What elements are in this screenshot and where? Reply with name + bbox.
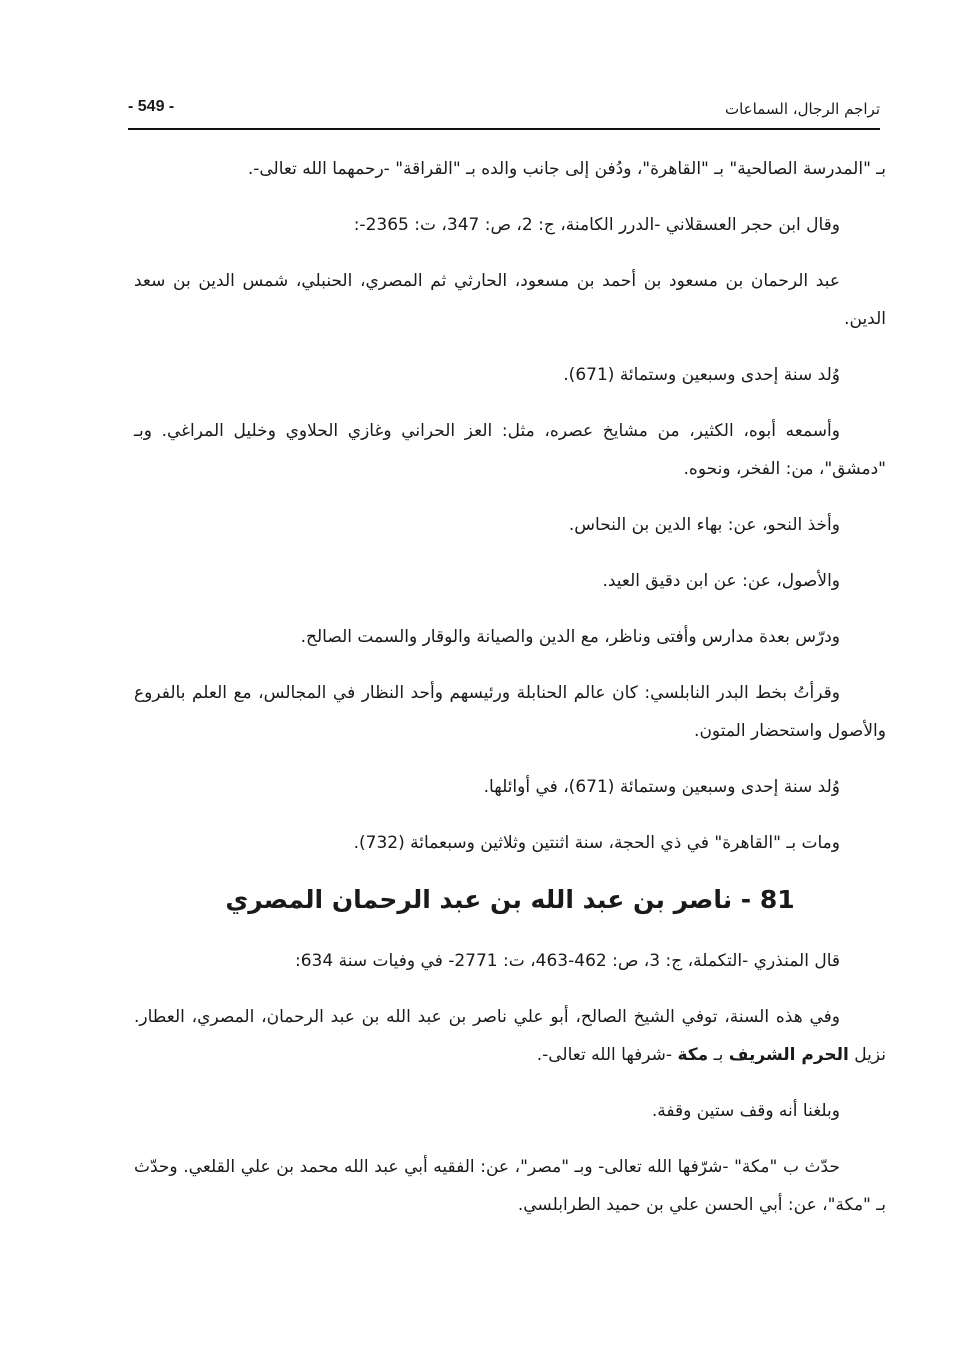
paragraph: وبلغنا أنه وقف ستين وقفة. — [651, 1101, 840, 1121]
paragraph: بـ "المدرسة الصالحية" بـ "القاهرة"، ودُفن إلى جانب والده بـ "القراقة" -رحمهما الله تعالى-. — [247, 159, 886, 179]
paragraph: والأصول، عن: عن ابن دقيق العيد. — [602, 571, 840, 591]
paragraph: وقال ابن حجر العسقلاني -الدرر الكامنة، ج: 2، ص: 347، ت: 2365-: — [353, 215, 840, 235]
paragraph: وُلد سنة إحدى وسبعين وستمائة (671). — [563, 365, 840, 385]
text-run: وفي هذه السنة، توفي الشيخ الصالح، أبو علي ناصر بن عبد الله بن عبد الرحمان، المصري، العطار. نزيل — [134, 1007, 886, 1065]
running-title: تراجم الرجال، السماعات — [724, 100, 880, 118]
page-header — [128, 96, 880, 130]
paragraph: وأسمعه أبوه، الكثير، من مشايخ عصره، مثل: العز الحراني وغازي الحلاوي وخليل المراغي. وبـ "دمشق"، من: الفخر، ونحوه. — [134, 421, 886, 479]
paragraph: ومات بـ "القاهرة" في ذي الحجة، سنة اثنتين وثلاثين وسبعمائة (732). — [353, 833, 840, 853]
paragraph: قال المنذري -التكملة، ج: 3، ص: 462-463، ت: 2771- في وفيات سنة 634: — [294, 951, 840, 971]
text-run: -شرفها الله تعالى-. — [536, 1045, 678, 1065]
paragraph: عبد الرحمان بن مسعود بن أحمد بن مسعود، الحارثي ثم المصري، الحنبلي، شمس الدين بن سعد الدين. — [134, 271, 886, 329]
paragraph: وقرأتُ بخط البدر النابلسي: كان عالم الحنابلة ورئيسهم وأحد النظار في المجالس، مع العلم بالفروع والأصول واستحضار المتون. — [134, 683, 886, 741]
page-number: - 549 - — [128, 98, 175, 115]
highlighted-place: الحرم الشريف — [728, 1045, 849, 1065]
entry-title: 81 - ناصر بن عبد الله بن عبد الرحمان المصري — [225, 885, 795, 914]
highlighted-place: مكة — [677, 1045, 709, 1065]
paragraph: ودرّس بعدة مدارس وأفتى وناظر، مع الدين والصيانة والوقار والسمت الصالح. — [300, 627, 840, 647]
paragraph: وُلد سنة إحدى وسبعين وستمائة (671)، في أوائلها. — [483, 777, 840, 797]
paragraph — [134, 998, 886, 1074]
paragraph: حدّث ب "مكة" -شرّفها الله تعالى- وبـ "مصر"، عن: الفقيه أبي عبد الله محمد بن علي القلعي. وحدّث بـ "مكة"، عن: أبي الحسن علي بن حميد الطرابلسي. — [134, 1157, 886, 1215]
body-text — [134, 150, 886, 1242]
paragraph: وأخذ النحو، عن: بهاء الدين بن النحاس. — [568, 515, 840, 535]
text-run: بـ — [708, 1045, 729, 1065]
